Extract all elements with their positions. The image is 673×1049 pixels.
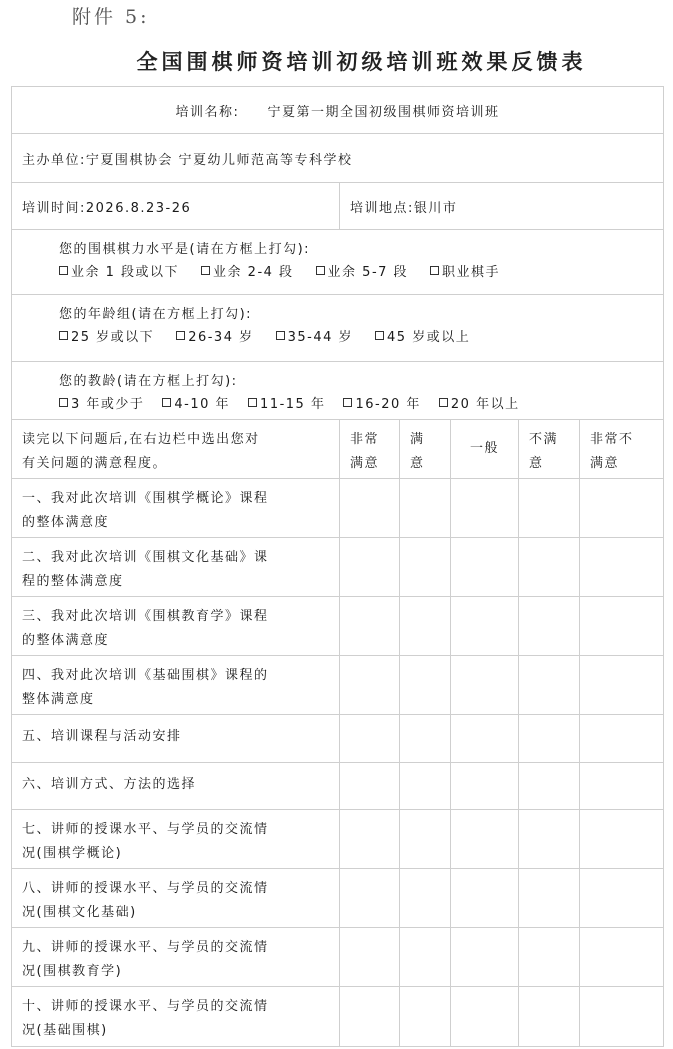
survey-item-label: 九、讲师的授课水平、与学员的交流情 况(围棋教育学) bbox=[12, 928, 340, 986]
survey-item-row bbox=[12, 987, 663, 1046]
teaching-years-option-4[interactable]: 16-20 年 bbox=[343, 393, 420, 412]
age-option-4[interactable]: 45 岁或以上 bbox=[375, 326, 470, 345]
rating-cell-very-satisfied[interactable] bbox=[340, 810, 400, 868]
rating-cell-very-dissatisfied[interactable] bbox=[580, 479, 663, 537]
survey-item-row bbox=[12, 763, 663, 810]
rating-cell-very-dissatisfied[interactable] bbox=[580, 597, 663, 655]
teaching-years-question: 您的教龄(请在方框上打勾): bbox=[59, 374, 238, 389]
survey-item-row bbox=[12, 597, 663, 656]
rating-cell-dissatisfied[interactable] bbox=[519, 715, 580, 762]
checkbox-icon[interactable] bbox=[59, 266, 68, 275]
rating-cell-dissatisfied[interactable] bbox=[519, 810, 580, 868]
survey-item-label: 十、讲师的授课水平、与学员的交流情 况(基础围棋) bbox=[12, 987, 340, 1046]
training-time-cell bbox=[12, 183, 340, 229]
checkbox-icon[interactable] bbox=[59, 398, 68, 407]
survey-item-label: 八、讲师的授课水平、与学员的交流情 况(围棋文化基础) bbox=[12, 869, 340, 927]
checkbox-icon[interactable] bbox=[375, 331, 384, 340]
age-section bbox=[12, 295, 663, 362]
rating-cell-very-satisfied[interactable] bbox=[340, 763, 400, 809]
rating-cell-satisfied[interactable] bbox=[400, 869, 451, 927]
rating-cell-very-dissatisfied[interactable] bbox=[580, 928, 663, 986]
checkbox-icon[interactable] bbox=[439, 398, 448, 407]
rating-cell-satisfied[interactable] bbox=[400, 987, 451, 1046]
attachment-label: 附件 5: bbox=[72, 6, 150, 28]
checkbox-icon[interactable] bbox=[162, 398, 171, 407]
organizer-text: 主办单位:宁夏围棋协会 宁夏幼儿师范高等专科学校 bbox=[22, 152, 353, 168]
rating-cell-satisfied[interactable] bbox=[400, 810, 451, 868]
rating-cell-very-satisfied[interactable] bbox=[340, 869, 400, 927]
survey-item-row bbox=[12, 479, 663, 538]
survey-item-label: 四、我对此次培训《基础围棋》课程的 整体满意度 bbox=[12, 656, 340, 714]
column-very-dissatisfied: 非常不 满意 bbox=[590, 432, 634, 471]
age-option-3[interactable]: 35-44 岁 bbox=[276, 326, 353, 345]
level-option-4[interactable]: 职业棋手 bbox=[430, 261, 500, 280]
rating-cell-satisfied[interactable] bbox=[400, 763, 451, 809]
column-satisfied: 满 意 bbox=[400, 420, 451, 478]
checkbox-icon[interactable] bbox=[316, 266, 325, 275]
age-option-1[interactable]: 25 岁或以下 bbox=[59, 326, 154, 345]
rating-cell-satisfied[interactable] bbox=[400, 538, 451, 596]
checkbox-icon[interactable] bbox=[276, 331, 285, 340]
rating-cell-satisfied[interactable] bbox=[400, 656, 451, 714]
age-option-2[interactable]: 26-34 岁 bbox=[176, 326, 253, 345]
rating-cell-dissatisfied[interactable] bbox=[519, 869, 580, 927]
survey-item-label: 六、培训方式、方法的选择 bbox=[12, 763, 340, 809]
rating-cell-neutral[interactable] bbox=[451, 656, 519, 714]
column-dissatisfied: 不满 意 bbox=[519, 420, 580, 478]
level-question: 您的围棋棋力水平是(请在方框上打勾): bbox=[59, 242, 311, 257]
training-name-value: 宁夏第一期全国初级围棋师资培训班 bbox=[267, 104, 500, 120]
survey-item-row bbox=[12, 538, 663, 597]
rating-cell-very-satisfied[interactable] bbox=[340, 538, 400, 596]
level-option-3[interactable]: 业余 5-7 段 bbox=[316, 261, 409, 280]
feedback-form bbox=[11, 86, 664, 1047]
survey-item-row bbox=[12, 869, 663, 928]
rating-cell-neutral[interactable] bbox=[451, 538, 519, 596]
rating-cell-satisfied[interactable] bbox=[400, 928, 451, 986]
rating-cell-satisfied[interactable] bbox=[400, 479, 451, 537]
survey-item-label: 二、我对此次培训《围棋文化基础》课 程的整体满意度 bbox=[12, 538, 340, 596]
rating-cell-neutral[interactable] bbox=[451, 715, 519, 762]
rating-cell-neutral[interactable] bbox=[451, 987, 519, 1046]
survey-instruction: 读完以下问题后,在右边栏中选出您对 有关问题的满意程度。 bbox=[12, 420, 340, 478]
rating-cell-very-dissatisfied[interactable] bbox=[580, 538, 663, 596]
teaching-years-option-3[interactable]: 11-15 年 bbox=[248, 393, 325, 412]
training-name-label: 培训名称: bbox=[175, 104, 240, 120]
rating-cell-dissatisfied[interactable] bbox=[519, 656, 580, 714]
rating-cell-very-dissatisfied[interactable] bbox=[580, 869, 663, 927]
rating-cell-neutral[interactable] bbox=[451, 869, 519, 927]
teaching-years-option-1[interactable]: 3 年或少于 bbox=[59, 393, 144, 412]
level-option-2[interactable]: 业余 2-4 段 bbox=[201, 261, 294, 280]
rating-cell-very-satisfied[interactable] bbox=[340, 479, 400, 537]
checkbox-icon[interactable] bbox=[248, 398, 257, 407]
checkbox-icon[interactable] bbox=[176, 331, 185, 340]
rating-cell-dissatisfied[interactable] bbox=[519, 763, 580, 809]
rating-cell-dissatisfied[interactable] bbox=[519, 538, 580, 596]
checkbox-icon[interactable] bbox=[430, 266, 439, 275]
checkbox-icon[interactable] bbox=[343, 398, 352, 407]
rating-cell-very-satisfied[interactable] bbox=[340, 987, 400, 1046]
rating-cell-very-dissatisfied[interactable] bbox=[580, 810, 663, 868]
rating-cell-satisfied[interactable] bbox=[400, 715, 451, 762]
rating-cell-satisfied[interactable] bbox=[400, 597, 451, 655]
survey-item-row bbox=[12, 928, 663, 987]
rating-cell-dissatisfied[interactable] bbox=[519, 479, 580, 537]
training-time-text: 培训时间:2026.8.23-26 bbox=[22, 200, 192, 216]
teaching-years-section bbox=[12, 362, 663, 420]
rating-cell-very-satisfied[interactable] bbox=[340, 715, 400, 762]
rating-cell-very-dissatisfied[interactable] bbox=[580, 715, 663, 762]
teaching-years-option-2[interactable]: 4-10 年 bbox=[162, 393, 230, 412]
rating-cell-dissatisfied[interactable] bbox=[519, 597, 580, 655]
training-name-row bbox=[12, 87, 663, 134]
rating-cell-neutral[interactable] bbox=[451, 810, 519, 868]
organizer-row bbox=[12, 134, 663, 183]
rating-cell-very-satisfied[interactable] bbox=[340, 928, 400, 986]
level-option-1[interactable]: 业余 1 段或以下 bbox=[59, 261, 179, 280]
survey-item-row bbox=[12, 715, 663, 763]
training-place-cell bbox=[340, 183, 663, 229]
survey-item-label: 三、我对此次培训《围棋教育学》课程 的整体满意度 bbox=[12, 597, 340, 655]
survey-item-label: 七、讲师的授课水平、与学员的交流情 况(围棋学概论) bbox=[12, 810, 340, 868]
training-place-text: 培训地点:银川市 bbox=[350, 200, 458, 216]
form-title: 全国围棋师资培训初级培训班效果反馈表 bbox=[136, 49, 587, 74]
checkbox-icon[interactable] bbox=[59, 331, 68, 340]
rating-cell-neutral[interactable] bbox=[451, 479, 519, 537]
level-section bbox=[12, 230, 663, 295]
column-very-satisfied: 非常 满意 bbox=[340, 420, 400, 478]
rating-cell-neutral[interactable] bbox=[451, 928, 519, 986]
survey-item-row bbox=[12, 656, 663, 715]
rating-cell-dissatisfied[interactable] bbox=[519, 928, 580, 986]
survey-item-label: 五、培训课程与活动安排 bbox=[12, 715, 340, 762]
rating-cell-neutral[interactable] bbox=[451, 763, 519, 809]
survey-item-row bbox=[12, 810, 663, 869]
survey-header-row bbox=[12, 420, 663, 479]
column-neutral: 一般 bbox=[451, 420, 519, 478]
teaching-years-option-5[interactable]: 20 年以上 bbox=[439, 393, 520, 412]
rating-cell-very-dissatisfied[interactable] bbox=[580, 763, 663, 809]
rating-cell-dissatisfied[interactable] bbox=[519, 987, 580, 1046]
rating-cell-very-dissatisfied[interactable] bbox=[580, 987, 663, 1046]
rating-cell-very-satisfied[interactable] bbox=[340, 597, 400, 655]
age-question: 您的年龄组(请在方框上打勾): bbox=[59, 307, 253, 322]
checkbox-icon[interactable] bbox=[201, 266, 210, 275]
rating-cell-very-dissatisfied[interactable] bbox=[580, 656, 663, 714]
rating-cell-neutral[interactable] bbox=[451, 597, 519, 655]
rating-cell-very-satisfied[interactable] bbox=[340, 656, 400, 714]
time-place-row bbox=[12, 183, 663, 230]
survey-item-label: 一、我对此次培训《围棋学概论》课程 的整体满意度 bbox=[12, 479, 340, 537]
